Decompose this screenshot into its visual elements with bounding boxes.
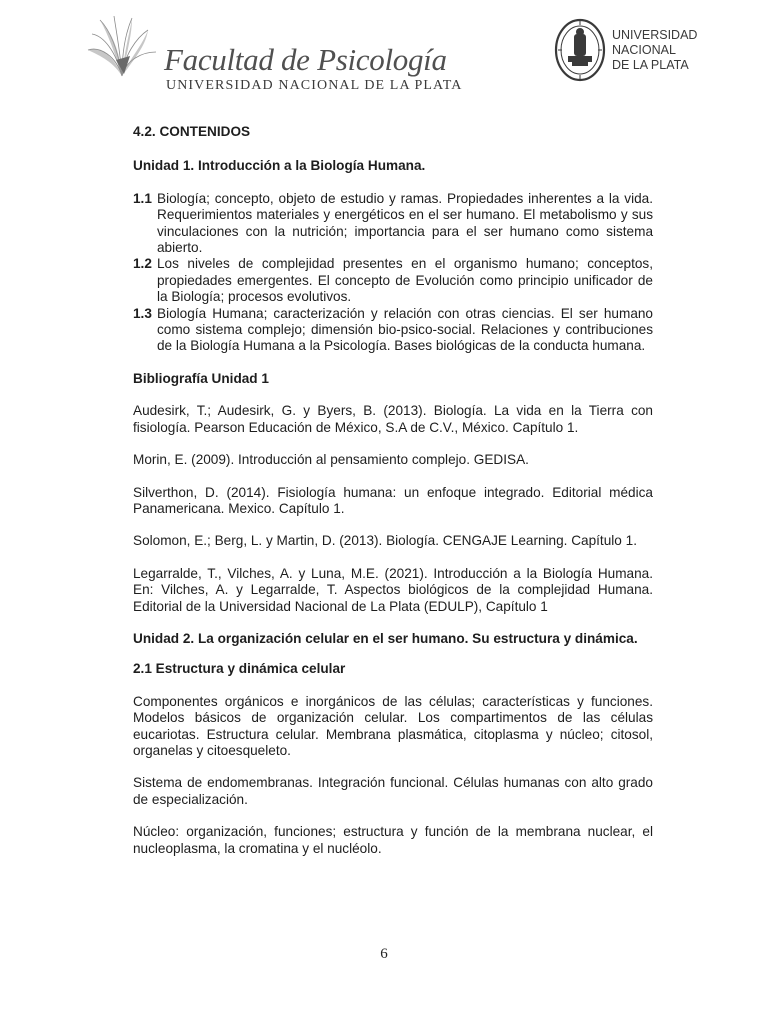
university-logo — [554, 16, 698, 88]
bibliography-heading: Bibliografía Unidad 1 — [133, 370, 269, 386]
document-body — [133, 124, 653, 873]
university-name-line-3: DE LA PLATA — [612, 58, 689, 72]
university-name — [612, 28, 697, 73]
item-text: Los niveles de complejidad presentes en el organismo humano; conceptos, propiedades emergentes. El concepto de Evolución como principio unificador de la Biología; procesos evolutivos. — [157, 256, 653, 305]
item-number: 1.3 — [133, 305, 152, 321]
bibliography-entry: Silverthon, D. (2014). Fisiología humana: un enfoque integrado. Editorial médica Panamericana. Mexico. Capítulo 1. — [133, 484, 653, 516]
page-number: 6 — [380, 946, 388, 962]
unit1-item — [133, 191, 653, 257]
faculty-subtitle: UNIVERSIDAD NACIONAL DE LA PLATA — [166, 78, 463, 93]
butterfly-wing-logo-icon — [86, 16, 158, 84]
unit1-item — [133, 306, 653, 355]
unit1-heading: Unidad 1. Introducción a la Biología Humana. — [133, 158, 426, 174]
unit2-paragraph: Componentes orgánicos e inorgánicos de las células; características y funciones. Modelos básicos de organización celular. Los compartimentos de las células eucariotas. Estructura celular. Membrana plasmática, citoplasma y núcleo; citosol, organelas y citoesqueleto. — [133, 693, 653, 758]
bibliography-entry: Legarralde, T., Vilches, A. y Luna, M.E. (2021). Introducción a la Biología Humana. En: Vilches, A. y Legarralde, T. Aspectos biológicos de la complejidad Humana. Editorial de la Universidad Nacional de La Plata (EDULP), Capítulo 1 — [133, 565, 653, 614]
section-heading: 4.2. CONTENIDOS — [133, 124, 251, 139]
unit2-heading: Unidad 2. La organización celular en el ser humano. Su estructura y dinámica. — [133, 630, 638, 646]
faculty-logo — [86, 16, 463, 93]
unit2-subheading: 2.1 Estructura y dinámica celular — [133, 661, 346, 677]
bibliography-entry: Audesirk, T.; Audesirk, G. y Byers, B. (2013). Biología. La vida en la Tierra con fisiología. Pearson Educación de México, S.A de C.V., México. Capítulo 1. — [133, 403, 653, 435]
university-name-line-1: UNIVERSIDAD — [612, 28, 698, 42]
item-text: Biología Humana; caracterización y relación con otras ciencias. El ser humano como sistema complejo; dimensión bio-psico-social. Relaciones y contribuciones de la Biología Humana a la Psicología. Bases biológicas de la conducta humana. — [157, 305, 653, 354]
unit1-item — [133, 256, 653, 305]
faculty-title: Facultad de Psicología — [164, 42, 447, 77]
university-name-line-2: NACIONAL — [612, 43, 676, 57]
item-number: 1.1 — [133, 190, 152, 206]
item-text: Biología; concepto, objeto de estudio y ramas. Propiedades inherentes a la vida. Requerimientos materiales y energéticos en el ser humano. El metabolismo y sus vinculaciones con la nutrición; importancia para el ser humano como sistema abierto. — [157, 190, 653, 256]
bibliography-entry: Morin, E. (2009). Introducción al pensamiento complejo. GEDISA. — [133, 452, 529, 468]
university-seal-icon — [554, 18, 606, 82]
unit2-paragraph: Sistema de endomembranas. Integración funcional. Células humanas con alto grado de especialización. — [133, 775, 653, 807]
item-number: 1.2 — [133, 256, 152, 272]
bibliography-entry: Solomon, E.; Berg, L. y Martin, D. (2013). Biología. CENGAJE Learning. Capítulo 1. — [133, 533, 637, 549]
unit2-paragraph: Núcleo: organización, funciones; estructura y función de la membrana nuclear, el nucleoplasma, la cromatina y el nucléolo. — [133, 824, 653, 856]
